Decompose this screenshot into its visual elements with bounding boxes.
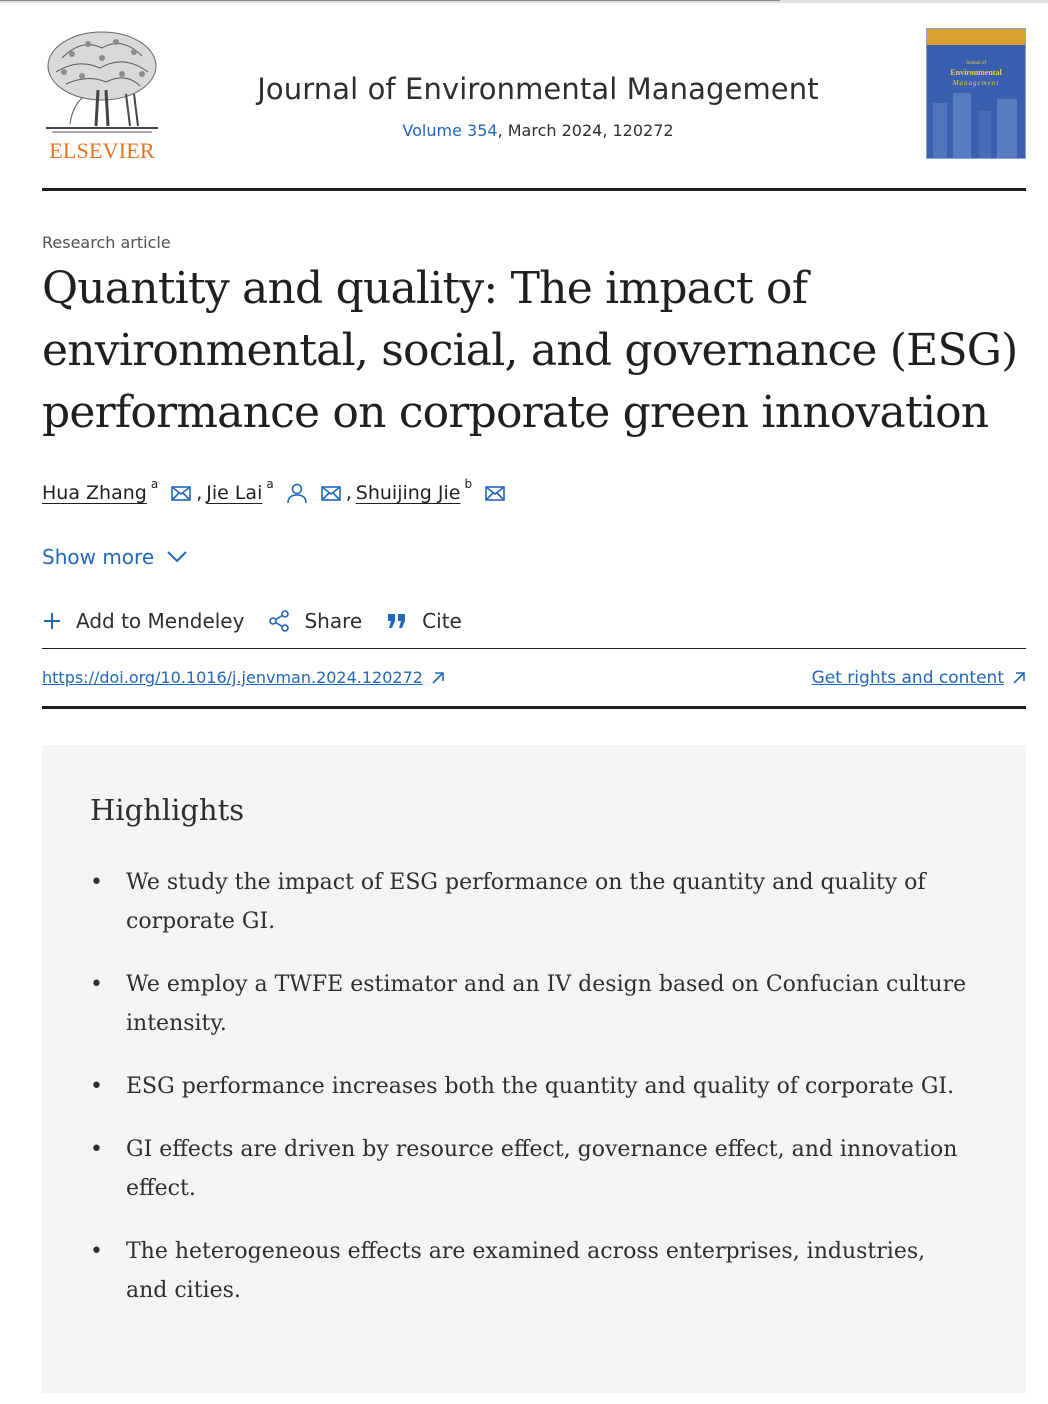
share-button[interactable]: [268, 609, 362, 633]
show-more-button[interactable]: [42, 545, 188, 569]
top-divider: [0, 0, 1048, 3]
add-to-mendeley-label: Add to Mendeley: [76, 609, 245, 633]
highlight-item: • We employ a TWFE estimator and an IV design based on Confucian culture intensity.: [90, 965, 970, 1043]
highlights-panel: [42, 745, 1026, 1393]
highlights-list: [90, 863, 970, 1334]
issue-date: , March 2024, 120272: [497, 121, 674, 140]
chevron-down-icon: [166, 550, 188, 564]
highlight-item: • GI effects are driven by resource effect, governance effect, and innovation effect.: [90, 1130, 970, 1208]
elsevier-logo[interactable]: [42, 28, 162, 163]
author-name[interactable]: Hua Zhang: [42, 482, 147, 504]
highlight-item: • ESG performance increases both the quantity and quality of corporate GI.: [90, 1067, 970, 1106]
cite-button[interactable]: [386, 609, 462, 633]
tree-icon: [42, 28, 162, 136]
cover-artwork: [927, 29, 1026, 159]
doi-text: https://doi.org/10.1016/j.jenvman.2024.120272: [42, 668, 423, 687]
external-link-icon: [431, 671, 445, 685]
get-rights-link[interactable]: [812, 668, 1026, 688]
highlights-heading: Highlights: [90, 793, 245, 827]
journal-header: [42, 28, 1026, 191]
email-icon[interactable]: [320, 482, 342, 504]
article-actions: [42, 604, 486, 638]
author-name[interactable]: Jie Lai: [206, 482, 263, 504]
article-type: Research article: [42, 233, 171, 252]
author-list: [42, 477, 506, 504]
affiliation-marker[interactable]: b: [464, 477, 473, 491]
article-title: Quantity and quality: The impact of environmental, social, and governance (ESG) performance on corporate green innovation: [42, 263, 1018, 438]
doi-link[interactable]: [42, 668, 445, 687]
author-name[interactable]: Shuijing Jie: [355, 482, 461, 504]
cover-text-line3: Management: [952, 79, 1000, 87]
affiliation-marker[interactable]: a: [266, 477, 274, 491]
journal-cover-image[interactable]: [926, 28, 1026, 159]
highlight-item: • The heterogeneous effects are examined across enterprises, industries, and cities.: [90, 1232, 970, 1310]
affiliation-marker[interactable]: a: [150, 477, 159, 491]
share-label: Share: [304, 609, 363, 633]
author-separator: ,: [196, 482, 203, 504]
get-rights-text: Get rights and content: [811, 668, 1004, 688]
add-to-mendeley-button[interactable]: [42, 609, 244, 633]
external-link-icon: [1012, 671, 1026, 685]
show-more-label: Show more: [42, 545, 155, 569]
share-icon: [268, 610, 290, 632]
person-icon[interactable]: [286, 482, 308, 504]
email-icon[interactable]: [170, 482, 192, 504]
volume-link[interactable]: Volume 354: [402, 121, 498, 140]
cover-text-line1: Journal of: [965, 61, 987, 66]
journal-title[interactable]: Journal of Environmental Management: [257, 72, 819, 106]
cover-text-line2: Environmental: [950, 68, 1002, 77]
email-icon[interactable]: [484, 482, 506, 504]
plus-icon: [42, 611, 62, 631]
journal-issue-info: [162, 121, 914, 140]
author-separator: ,: [345, 482, 352, 504]
quote-icon: [386, 612, 408, 630]
highlight-item: • We study the impact of ESG performance on the quantity and quality of corporate GI.: [90, 863, 970, 941]
publisher-wordmark: ELSEVIER: [49, 138, 155, 163]
cite-label: Cite: [422, 609, 462, 633]
doi-bar: [42, 648, 1026, 709]
